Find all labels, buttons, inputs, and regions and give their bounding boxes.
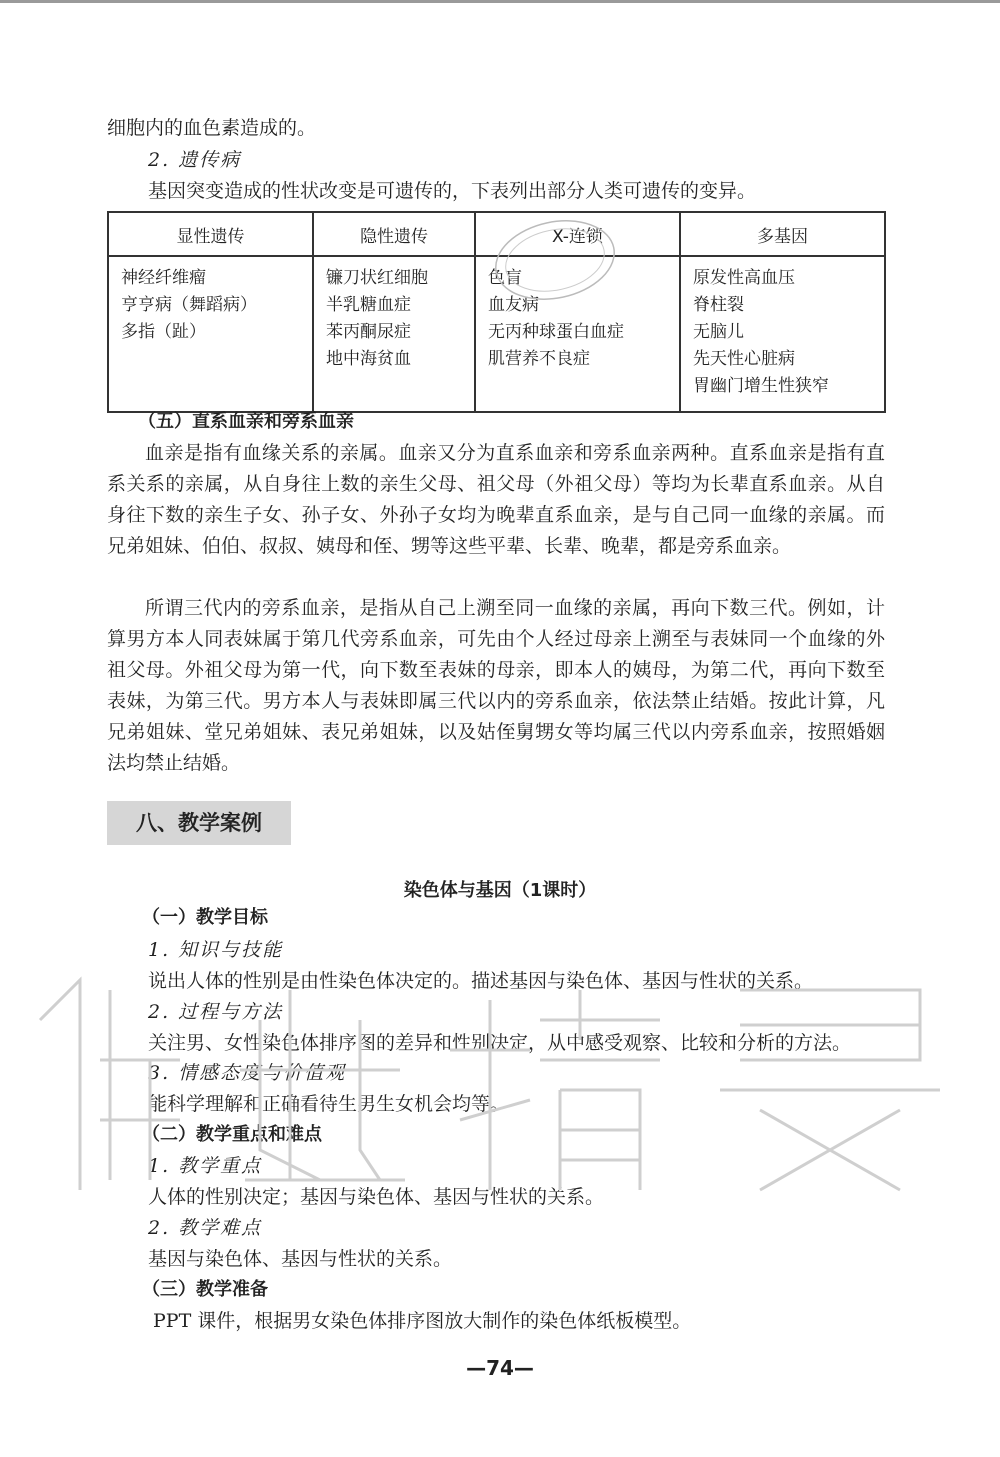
disease-item: 镰刀状红细胞 (326, 268, 428, 288)
table-header: 多基因 (680, 212, 885, 256)
disease-item: 亨亨病（舞蹈病） (121, 295, 257, 315)
goal-subheading: 3. 情感态度与价值观 (148, 1062, 347, 1084)
goal-text: 关注男、女性染色体排序图的差异和性别决定，从中感受观察、比较和分析的方法。 (148, 1032, 852, 1054)
disease-item: 血友病 (487, 295, 539, 315)
goal-text: 说出人体的性别是由性染色体决定的。描述基因与染色体、基因与性状的关系。 (148, 970, 814, 992)
disease-item: 原发性高血压 (692, 268, 795, 288)
goal-subheading: 1. 知识与技能 (148, 939, 284, 961)
section-title: 八、教学案例 (107, 801, 291, 845)
disease-item: 无丙种球蛋白血症 (487, 322, 624, 342)
table-header: 隐性遗传 (313, 212, 475, 256)
table-header: 显性遗传 (108, 212, 313, 256)
kinship-heading: （五）直系血亲和旁系血亲 (138, 411, 354, 432)
disease-item: 无脑儿 (692, 322, 744, 342)
preparation-heading: （三）教学准备 (142, 1279, 268, 1300)
disease-item: 色盲 (487, 268, 522, 288)
table-cell-dominant (108, 256, 313, 412)
disease-item: 多指（趾） (121, 322, 206, 342)
disease-item: 先天性心脏病 (692, 349, 795, 369)
disease-item: 肌营养不良症 (487, 349, 590, 369)
table-header: X-连锁 (475, 212, 680, 256)
key-point-subheading: 1. 教学重点 (148, 1155, 263, 1177)
page-top-border (0, 0, 1000, 3)
goal-subheading: 2. 过程与方法 (148, 1001, 284, 1023)
key-point-text: 人体的性别决定；基因与染色体、基因与性状的关系。 (148, 1186, 605, 1208)
goals-heading: （一）教学目标 (142, 907, 268, 928)
intro-line: 细胞内的血色素造成的。 (107, 117, 317, 139)
key-point-subheading: 2. 教学难点 (148, 1217, 263, 1239)
disease-item: 脊柱裂 (692, 295, 744, 315)
key-point-text: 基因与染色体、基因与性状的关系。 (148, 1248, 453, 1270)
disease-item: 苯丙酮尿症 (326, 322, 411, 342)
disease-item: 神经纤维瘤 (121, 268, 206, 288)
table-cell-polygenic (680, 256, 885, 412)
genetic-disease-heading: 2. 遗传病 (148, 149, 242, 171)
preparation-text: PPT 课件，根据男女染色体排序图放大制作的染色体纸板模型。 (153, 1310, 692, 1332)
goal-text: 能科学理解和正确看待生男生女机会均等。 (148, 1093, 510, 1115)
case-title: 染色体与基因（1课时） (403, 880, 597, 901)
watermark-logo-icon (20, 950, 980, 1210)
disease-item: 胃幽门增生性狭窄 (692, 376, 829, 396)
kinship-paragraph-2: 所谓三代内的旁系血亲，是指从自己上溯至同一血缘的亲属，再向下数三代。例如，计算男方本人同表妹属于第几代旁系血亲，可先由个人经过母亲上溯至与表妹同一个血缘的外祖父母。外祖父母为第一代，向下数至表妹的母亲，即本人的姨母，为第二代，再向下数至表妹，为第三代。男方本人与表妹即属三代以内的旁系血亲，依法禁止结婚。按此计算，凡兄弟姐妹、堂兄弟姐妹、表兄弟姐妹，以及姑侄舅甥女等均属三代以内旁系血亲，按照婚姻法均禁止结婚。 (107, 597, 885, 774)
page-number: —74— (466, 1356, 534, 1380)
disease-item: 半乳糖血症 (326, 295, 411, 315)
table-cell-recessive (313, 256, 475, 412)
stamp-watermark-icon (487, 208, 627, 318)
key-points-heading: （二）教学重点和难点 (142, 1124, 322, 1145)
genetic-disease-intro: 基因突变造成的性状改变是可遗传的，下表列出部分人类可遗传的变异。 (148, 180, 757, 202)
disease-item: 地中海贫血 (326, 349, 411, 369)
kinship-paragraph-1: 血亲是指有血缘关系的亲属。血亲又分为直系血亲和旁系血亲两种。直系血亲是指有直系关系的亲属，从自身往上数的亲生父母、祖父母（外祖父母）等均为长辈直系血亲。从自身往下数的亲生子女、孙子女、外孙子女均为晚辈直系血亲，是与自己同一血缘的亲属。而兄弟姐妹、伯伯、叔叔、姨母和侄、甥等这些平辈、长辈、晚辈，都是旁系血亲。 (107, 442, 885, 557)
